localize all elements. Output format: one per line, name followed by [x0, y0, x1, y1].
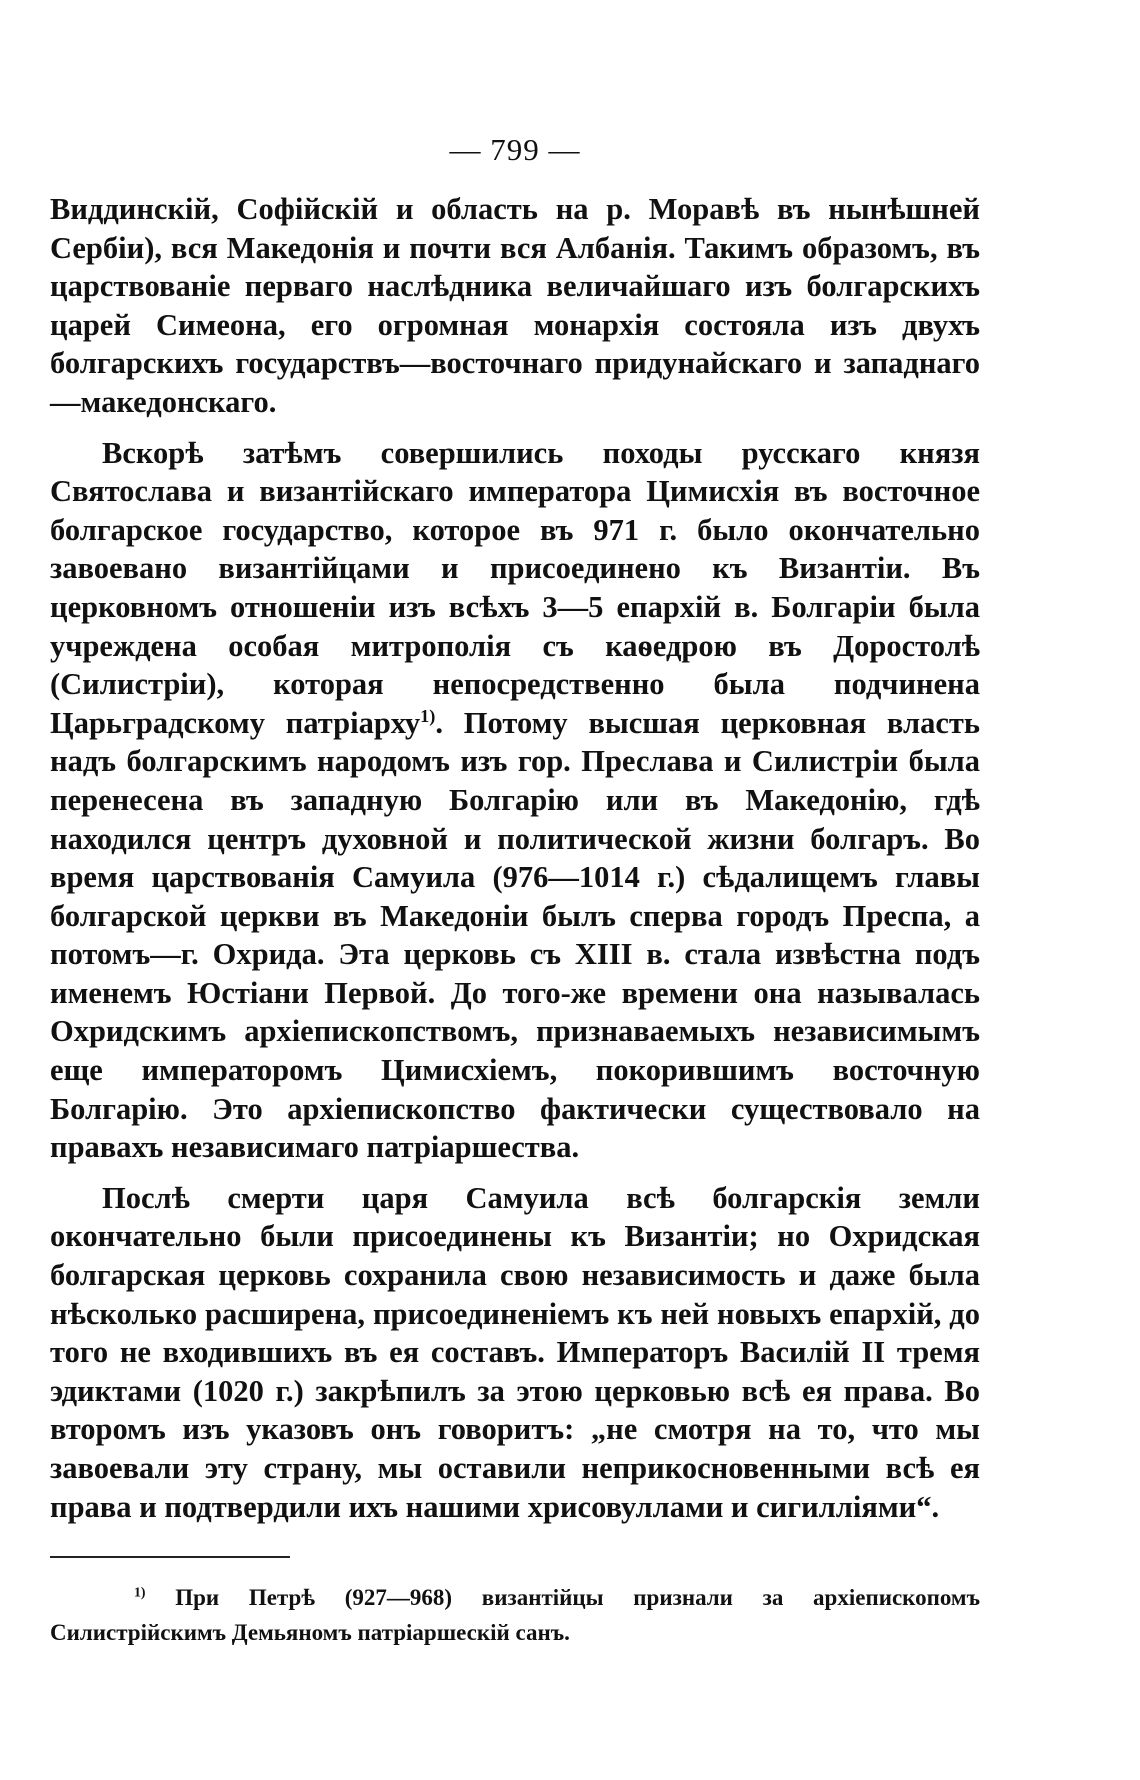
paragraph-2-part-1: Вскорѣ затѣмъ совершились походы русскаго князя Святослава и византійскаго императора Цимисхія въ восточное болгарское государство, которое въ 971 г. было окончательно завоевано византійцами и присоединено къ Византіи. Въ церковномъ отношеніи изъ всѣхъ 3—5 епархій в. Болгаріи была учреждена особая митрополія съ каѳедрою въ Доростолѣ (Силистріи), которая непосредственно была подчинена Царьградскому патріарху: [50, 435, 980, 740]
footnote-mark: 1): [134, 1584, 146, 1600]
paragraph-2: [50, 434, 980, 1167]
footnote-reference: 1): [420, 705, 436, 726]
footnote-text: При Петрѣ (927—968) византійцы признали за архіепископомъ Силистрійскимъ Демьяномъ патріаршескій санъ.: [50, 1585, 980, 1646]
paragraph-1: Виддинскій, Софійскій и область на р. Моравѣ въ нынѣшней Сербіи), вся Македонія и почти вся Албанія. Такимъ образомъ, въ царствованіе перваго наслѣдника величайшаго изъ болгарскихъ царей Симеона, его огромная монархія состояла изъ двухъ болгарскихъ государствъ—восточнаго придунайскаго и западнаго—македонскаго.: [50, 192, 980, 419]
paragraph-3: Послѣ смерти царя Самуила всѣ болгарскія земли окончательно были присоединены къ Византіи; но Охридская болгарская церковь сохранила свою независимость и даже была нѣсколько расширена, присоединеніемъ къ ней новыхъ епархій, до того не входившихъ въ ея составъ. Императоръ Василій II тремя эдиктами (1020 г.) закрѣпилъ за этою церковью всѣ ея права. Во второмъ изъ указовъ онъ говоритъ: „не смотря на то, что мы завоевали эту страну, мы оставили неприкосновенными всѣ ея права и подтвердили ихъ нашими хрисовуллами и сигилліями“.: [50, 1180, 980, 1524]
footnote: [50, 1580, 980, 1650]
footnote-divider: [50, 1556, 290, 1558]
page-number: — 799 —: [449, 132, 581, 167]
paragraph-2-part-2: . Потому высшая церковная власть надъ болгарскимъ народомъ изъ гор. Преслава и Силистріи была перенесена въ западную Болгарію или въ Македонію, гдѣ находился центръ духовной и политической жизни болгаръ. Во время царствованія Самуила (976—1014 г.) сѣдалищемъ главы болгарской церкви въ Македоніи былъ сперва городъ Преспа, а потомъ—г. Охрида. Эта церковь съ XIII в. стала извѣстна подъ именемъ Юстіани Первой. До того-же времени она называлась Охридскимъ архіепископствомъ, признаваемыхъ независимымъ еще императоромъ Цимисхіемъ, покорившимъ восточную Болгарію. Это архіепископство фактически существовало на правахъ независимаго патріаршества.: [50, 705, 980, 1165]
book-page: [50, 130, 980, 1650]
